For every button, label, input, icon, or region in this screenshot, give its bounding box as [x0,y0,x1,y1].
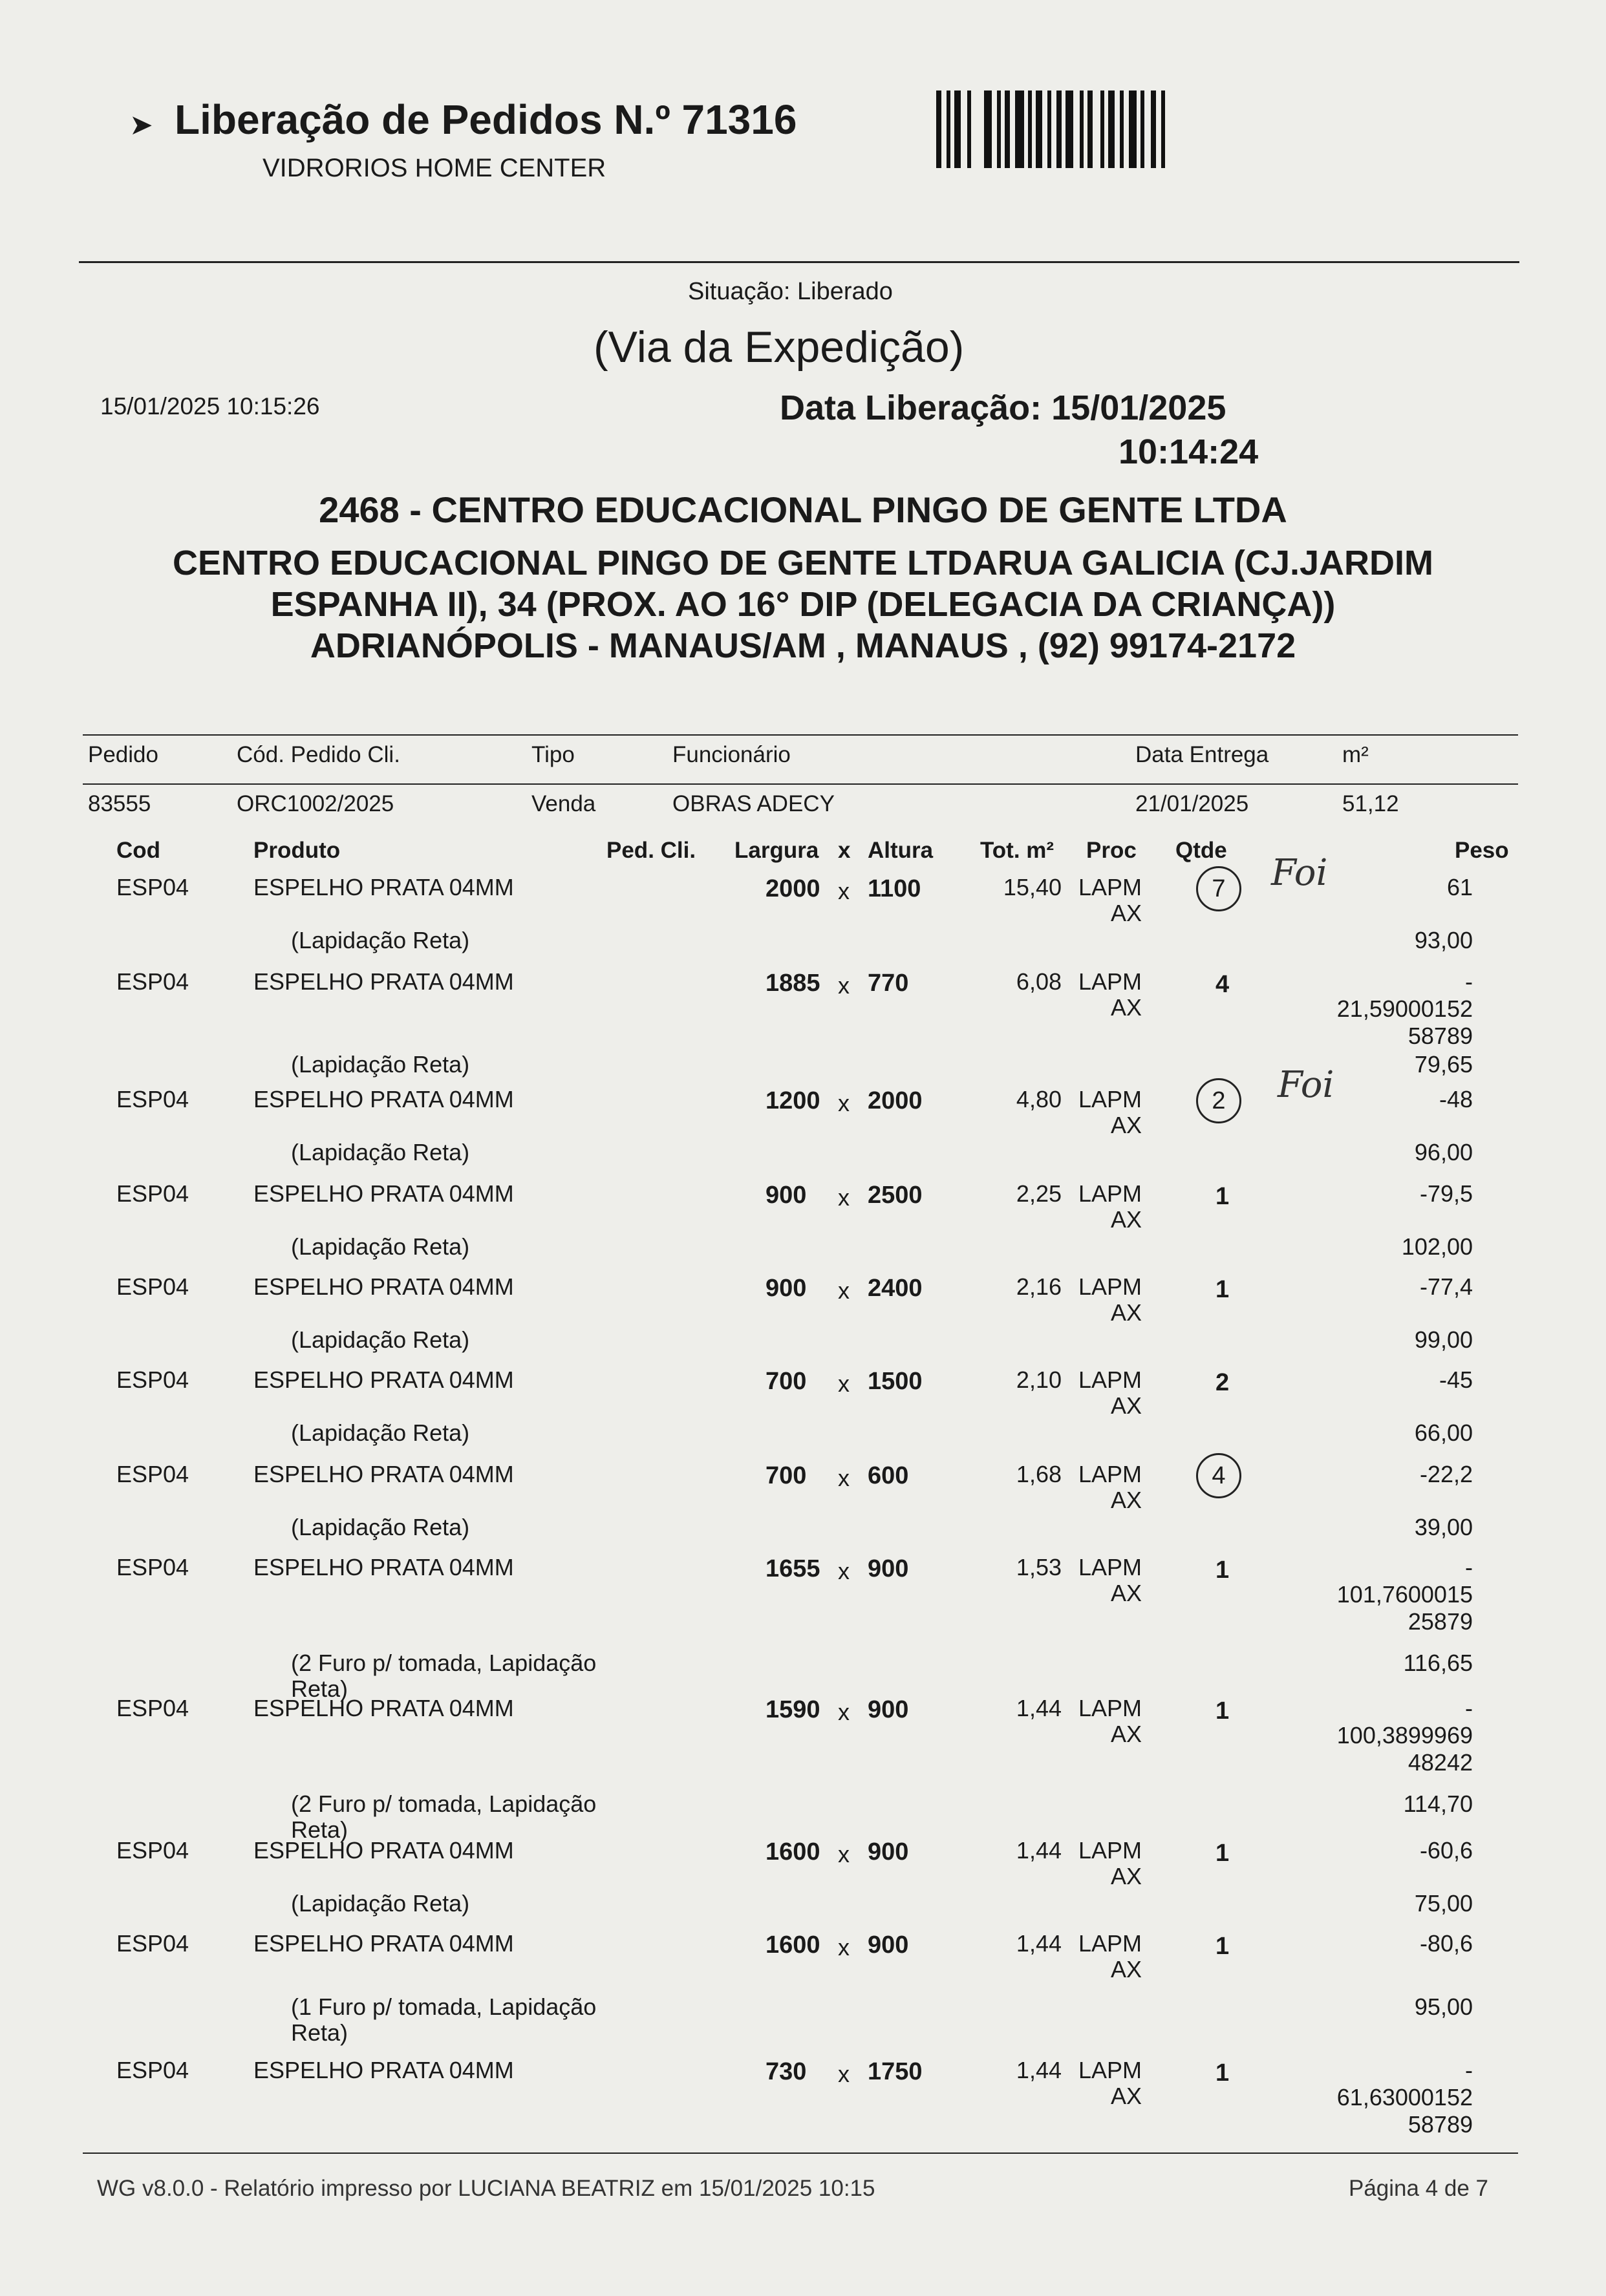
page-number: Página 4 de 7 [1349,2176,1489,2201]
item-cod: ESP04 [116,968,189,995]
item-produto: ESPELHO PRATA 04MM [253,1554,514,1580]
item-largura: 1590 [766,1696,820,1723]
items-header-pedcli: Ped. Cli. [606,838,696,863]
item-largura: 700 [766,1368,807,1395]
item-peso-total: 95,00 [1414,1993,1473,2020]
item-produto: ESPELHO PRATA 04MM [253,1930,514,1957]
item-tot-m2: 2,16 [1016,1273,1062,1300]
item-qtde: 4 [1196,1453,1241,1498]
items-header-altura: Altura [868,838,934,863]
divider-order-top [83,734,1518,736]
order-header-m2: m² [1342,742,1369,767]
item-peso-line2: 101,7600015 [1336,1581,1473,1608]
client-name: 2468 - CENTRO EDUCACIONAL PINGO DE GENTE LTDA [319,489,1287,530]
item-produto: ESPELHO PRATA 04MM [253,2057,514,2083]
item-x: x [838,1841,850,1867]
item-peso-line2: 61,63000152 [1336,2084,1473,2110]
item-produto: ESPELHO PRATA 04MM [253,1086,514,1112]
item-tot-m2: 15,40 [1003,874,1062,900]
item-altura: 1750 [868,2058,923,2085]
item-peso-total: 99,00 [1414,1326,1473,1353]
item-x: x [838,1558,850,1584]
item-peso: -22,2 [1419,1461,1473,1487]
item-proc2: AX [1111,994,1142,1021]
item-proc: LAPM [1078,968,1142,995]
item-peso-total: 93,00 [1414,927,1473,953]
client-address-line2: ESPANHA II), 34 (PROX. AO 16° DIP (DELEGACIA DA CRIANÇA)) [270,585,1336,624]
order-value-funcionario: OBRAS ADECY [672,791,835,816]
item-proc: LAPM [1078,2057,1142,2083]
item-largura: 1600 [766,1931,820,1959]
item-proc: LAPM [1078,1461,1142,1487]
item-x: x [838,878,850,904]
item-qtde: 4 [1215,971,1230,998]
items-header-largura: Largura [734,838,819,863]
item-peso: - [1465,1554,1473,1580]
item-detail: (Lapidação Reta) [291,1419,470,1446]
item-proc2: AX [1111,1863,1142,1889]
item-qtde: 1 [1215,1697,1230,1725]
item-altura: 2500 [868,1182,923,1209]
item-peso-line2: 21,59000152 [1336,995,1473,1022]
item-peso: -77,4 [1419,1273,1473,1300]
item-cod: ESP04 [116,1461,189,1487]
order-value-entrega: 21/01/2025 [1135,791,1249,816]
item-cod: ESP04 [116,1180,189,1207]
item-peso: -48 [1439,1086,1473,1112]
item-proc2: AX [1111,2083,1142,2109]
order-header-tipo: Tipo [531,742,575,767]
footer-text: WG v8.0.0 - Relatório impresso por LUCIANA BEATRIZ em 15/01/2025 10:15 [97,2176,875,2201]
item-peso: - [1465,1695,1473,1721]
item-cod: ESP04 [116,1695,189,1721]
item-largura: 900 [766,1182,807,1209]
item-proc2: AX [1111,1392,1142,1419]
print-timestamp: 15/01/2025 10:15:26 [100,393,320,420]
item-qtde: 1 [1215,1840,1230,1867]
item-x: x [838,1370,850,1397]
release-time: 10:14:24 [1119,432,1259,471]
item-altura: 900 [868,1838,909,1865]
item-tot-m2: 1,44 [1016,2057,1062,2083]
item-proc: LAPM [1078,1366,1142,1393]
item-produto: ESPELHO PRATA 04MM [253,968,514,995]
item-altura: 900 [868,1931,909,1959]
item-x: x [838,1277,850,1304]
client-address-line1: CENTRO EDUCACIONAL PINGO DE GENTE LTDARUA GALICIA (CJ.JARDIM [172,544,1434,582]
items-header-tot: Tot. m² [980,838,1055,863]
item-proc2: AX [1111,1487,1142,1513]
item-cod: ESP04 [116,874,189,900]
divider-footer [83,2152,1518,2154]
item-peso: -45 [1439,1366,1473,1393]
item-qtde: 1 [1215,1557,1230,1584]
item-largura: 900 [766,1275,807,1302]
item-detail-line2: Reta) [291,2019,348,2046]
item-x: x [838,1699,850,1725]
status-text: Situação: Liberado [688,278,893,305]
item-detail: (1 Furo p/ tomada, Lapidação [291,1993,597,2020]
item-detail: (Lapidação Reta) [291,1233,470,1260]
item-altura: 1500 [868,1368,923,1395]
item-qtde: 1 [1215,2059,1230,2087]
item-detail: (Lapidação Reta) [291,927,470,953]
item-tot-m2: 6,08 [1016,968,1062,995]
item-tot-m2: 1,44 [1016,1930,1062,1957]
item-proc2: AX [1111,1112,1142,1138]
item-qtde: 1 [1215,1933,1230,1960]
items-header-x: x [838,838,851,863]
divider-order-mid [83,783,1518,785]
item-peso-line3: 58789 [1408,2111,1473,2138]
item-altura: 2000 [868,1087,923,1114]
item-peso-total: 96,00 [1414,1139,1473,1165]
copy-type: (Via da Expedição) [594,323,965,372]
item-detail: (2 Furo p/ tomada, Lapidação [291,1791,597,1817]
item-qtde: 2 [1196,1078,1241,1123]
item-peso: -79,5 [1419,1180,1473,1207]
barcode [936,90,1188,168]
release-date: Data Liberação: 15/01/2025 [780,388,1226,427]
item-detail: (Lapidação Reta) [291,1326,470,1353]
item-proc: LAPM [1078,1086,1142,1112]
item-peso-total: 66,00 [1414,1419,1473,1446]
order-header-funcionario: Funcionário [672,742,791,767]
item-peso-line3: 48242 [1408,1749,1473,1776]
item-cod: ESP04 [116,1366,189,1393]
item-x: x [838,2061,850,2087]
item-tot-m2: 1,53 [1016,1554,1062,1580]
item-tot-m2: 1,44 [1016,1695,1062,1721]
items-header-qtde: Qtde [1175,838,1227,863]
item-proc2: AX [1111,1206,1142,1233]
item-cod: ESP04 [116,1837,189,1864]
item-proc: LAPM [1078,1695,1142,1721]
item-peso-line3: 25879 [1408,1608,1473,1635]
item-proc: LAPM [1078,874,1142,900]
item-proc: LAPM [1078,1273,1142,1300]
company-name: VIDRORIOS HOME CENTER [262,154,606,182]
items-header-produto: Produto [253,838,341,863]
item-peso: - [1465,2057,1473,2083]
items-header-proc: Proc [1086,838,1137,863]
item-proc: LAPM [1078,1554,1142,1580]
client-address-line3: ADRIANÓPOLIS - MANAUS/AM , MANAUS , (92) 99174-2172 [310,626,1296,665]
item-peso: -60,6 [1419,1837,1473,1864]
order-header-pedido: Pedido [88,742,158,767]
item-altura: 600 [868,1462,909,1489]
item-tot-m2: 2,25 [1016,1180,1062,1207]
item-x: x [838,1465,850,1491]
items-header-cod: Cod [116,838,161,863]
document-title: Liberação de Pedidos N.º 71316 [175,96,797,143]
item-x: x [838,1184,850,1211]
item-produto: ESPELHO PRATA 04MM [253,1273,514,1300]
item-produto: ESPELHO PRATA 04MM [253,1837,514,1864]
handwritten-note-2: Foi [1278,1064,1334,1106]
item-largura: 1655 [766,1555,820,1582]
item-proc: LAPM [1078,1180,1142,1207]
item-tot-m2: 4,80 [1016,1086,1062,1112]
item-tot-m2: 1,68 [1016,1461,1062,1487]
item-detail: (Lapidação Reta) [291,1514,470,1540]
item-produto: ESPELHO PRATA 04MM [253,1366,514,1393]
item-peso-total: 39,00 [1414,1514,1473,1540]
item-largura: 2000 [766,875,820,902]
divider-top [79,261,1519,263]
item-cod: ESP04 [116,2057,189,2083]
items-header-peso: Peso [1455,838,1509,863]
item-largura: 1600 [766,1838,820,1865]
item-cod: ESP04 [116,1930,189,1957]
handwritten-note-1: Foi [1271,852,1328,894]
item-peso: 61 [1446,874,1473,900]
pen-mark: ➤ [129,109,153,141]
item-proc2: AX [1111,1956,1142,1982]
item-tot-m2: 1,44 [1016,1837,1062,1864]
item-detail-line2: Reta) [291,1675,348,1702]
item-proc: LAPM [1078,1930,1142,1957]
item-proc: LAPM [1078,1837,1142,1864]
item-altura: 770 [868,970,909,997]
order-value-m2: 51,12 [1342,791,1399,816]
item-altura: 900 [868,1696,909,1723]
item-peso-total: 79,65 [1414,1051,1473,1078]
item-peso-total: 102,00 [1401,1233,1473,1260]
item-cod: ESP04 [116,1554,189,1580]
item-detail-line2: Reta) [291,1816,348,1843]
order-value-pedido: 83555 [88,791,151,816]
order-header-entrega: Data Entrega [1135,742,1269,767]
item-tot-m2: 2,10 [1016,1366,1062,1393]
item-largura: 1885 [766,970,820,997]
item-peso-total: 116,65 [1403,1650,1473,1676]
item-x: x [838,972,850,999]
item-qtde: 2 [1215,1369,1230,1396]
item-proc2: AX [1111,900,1142,926]
item-cod: ESP04 [116,1273,189,1300]
item-peso: - [1465,968,1473,995]
item-peso-line3: 58789 [1408,1023,1473,1049]
item-peso-total: 114,70 [1403,1791,1473,1817]
item-qtde: 1 [1215,1183,1230,1210]
item-detail: (Lapidação Reta) [291,1051,470,1078]
item-largura: 1200 [766,1087,820,1114]
order-value-tipo: Venda [531,791,596,816]
item-proc2: AX [1111,1721,1142,1747]
item-proc2: AX [1111,1580,1142,1606]
item-x: x [838,1934,850,1961]
item-x: x [838,1090,850,1116]
item-altura: 900 [868,1555,909,1582]
item-detail: (Lapidação Reta) [291,1890,470,1917]
item-cod: ESP04 [116,1086,189,1112]
item-altura: 1100 [868,875,921,902]
item-produto: ESPELHO PRATA 04MM [253,1461,514,1487]
item-detail: (Lapidação Reta) [291,1139,470,1165]
item-produto: ESPELHO PRATA 04MM [253,1180,514,1207]
item-largura: 730 [766,2058,807,2085]
item-peso: -80,6 [1419,1930,1473,1957]
item-proc2: AX [1111,1299,1142,1326]
item-produto: ESPELHO PRATA 04MM [253,874,514,900]
item-peso-line2: 100,3899969 [1336,1722,1473,1749]
item-qtde: 7 [1196,866,1241,911]
item-altura: 2400 [868,1275,923,1302]
item-largura: 700 [766,1462,807,1489]
item-qtde: 1 [1215,1276,1230,1303]
item-produto: ESPELHO PRATA 04MM [253,1695,514,1721]
item-detail: (2 Furo p/ tomada, Lapidação [291,1650,597,1676]
order-value-cod: ORC1002/2025 [237,791,394,816]
item-peso-total: 75,00 [1414,1890,1473,1917]
order-header-cod: Cód. Pedido Cli. [237,742,400,767]
